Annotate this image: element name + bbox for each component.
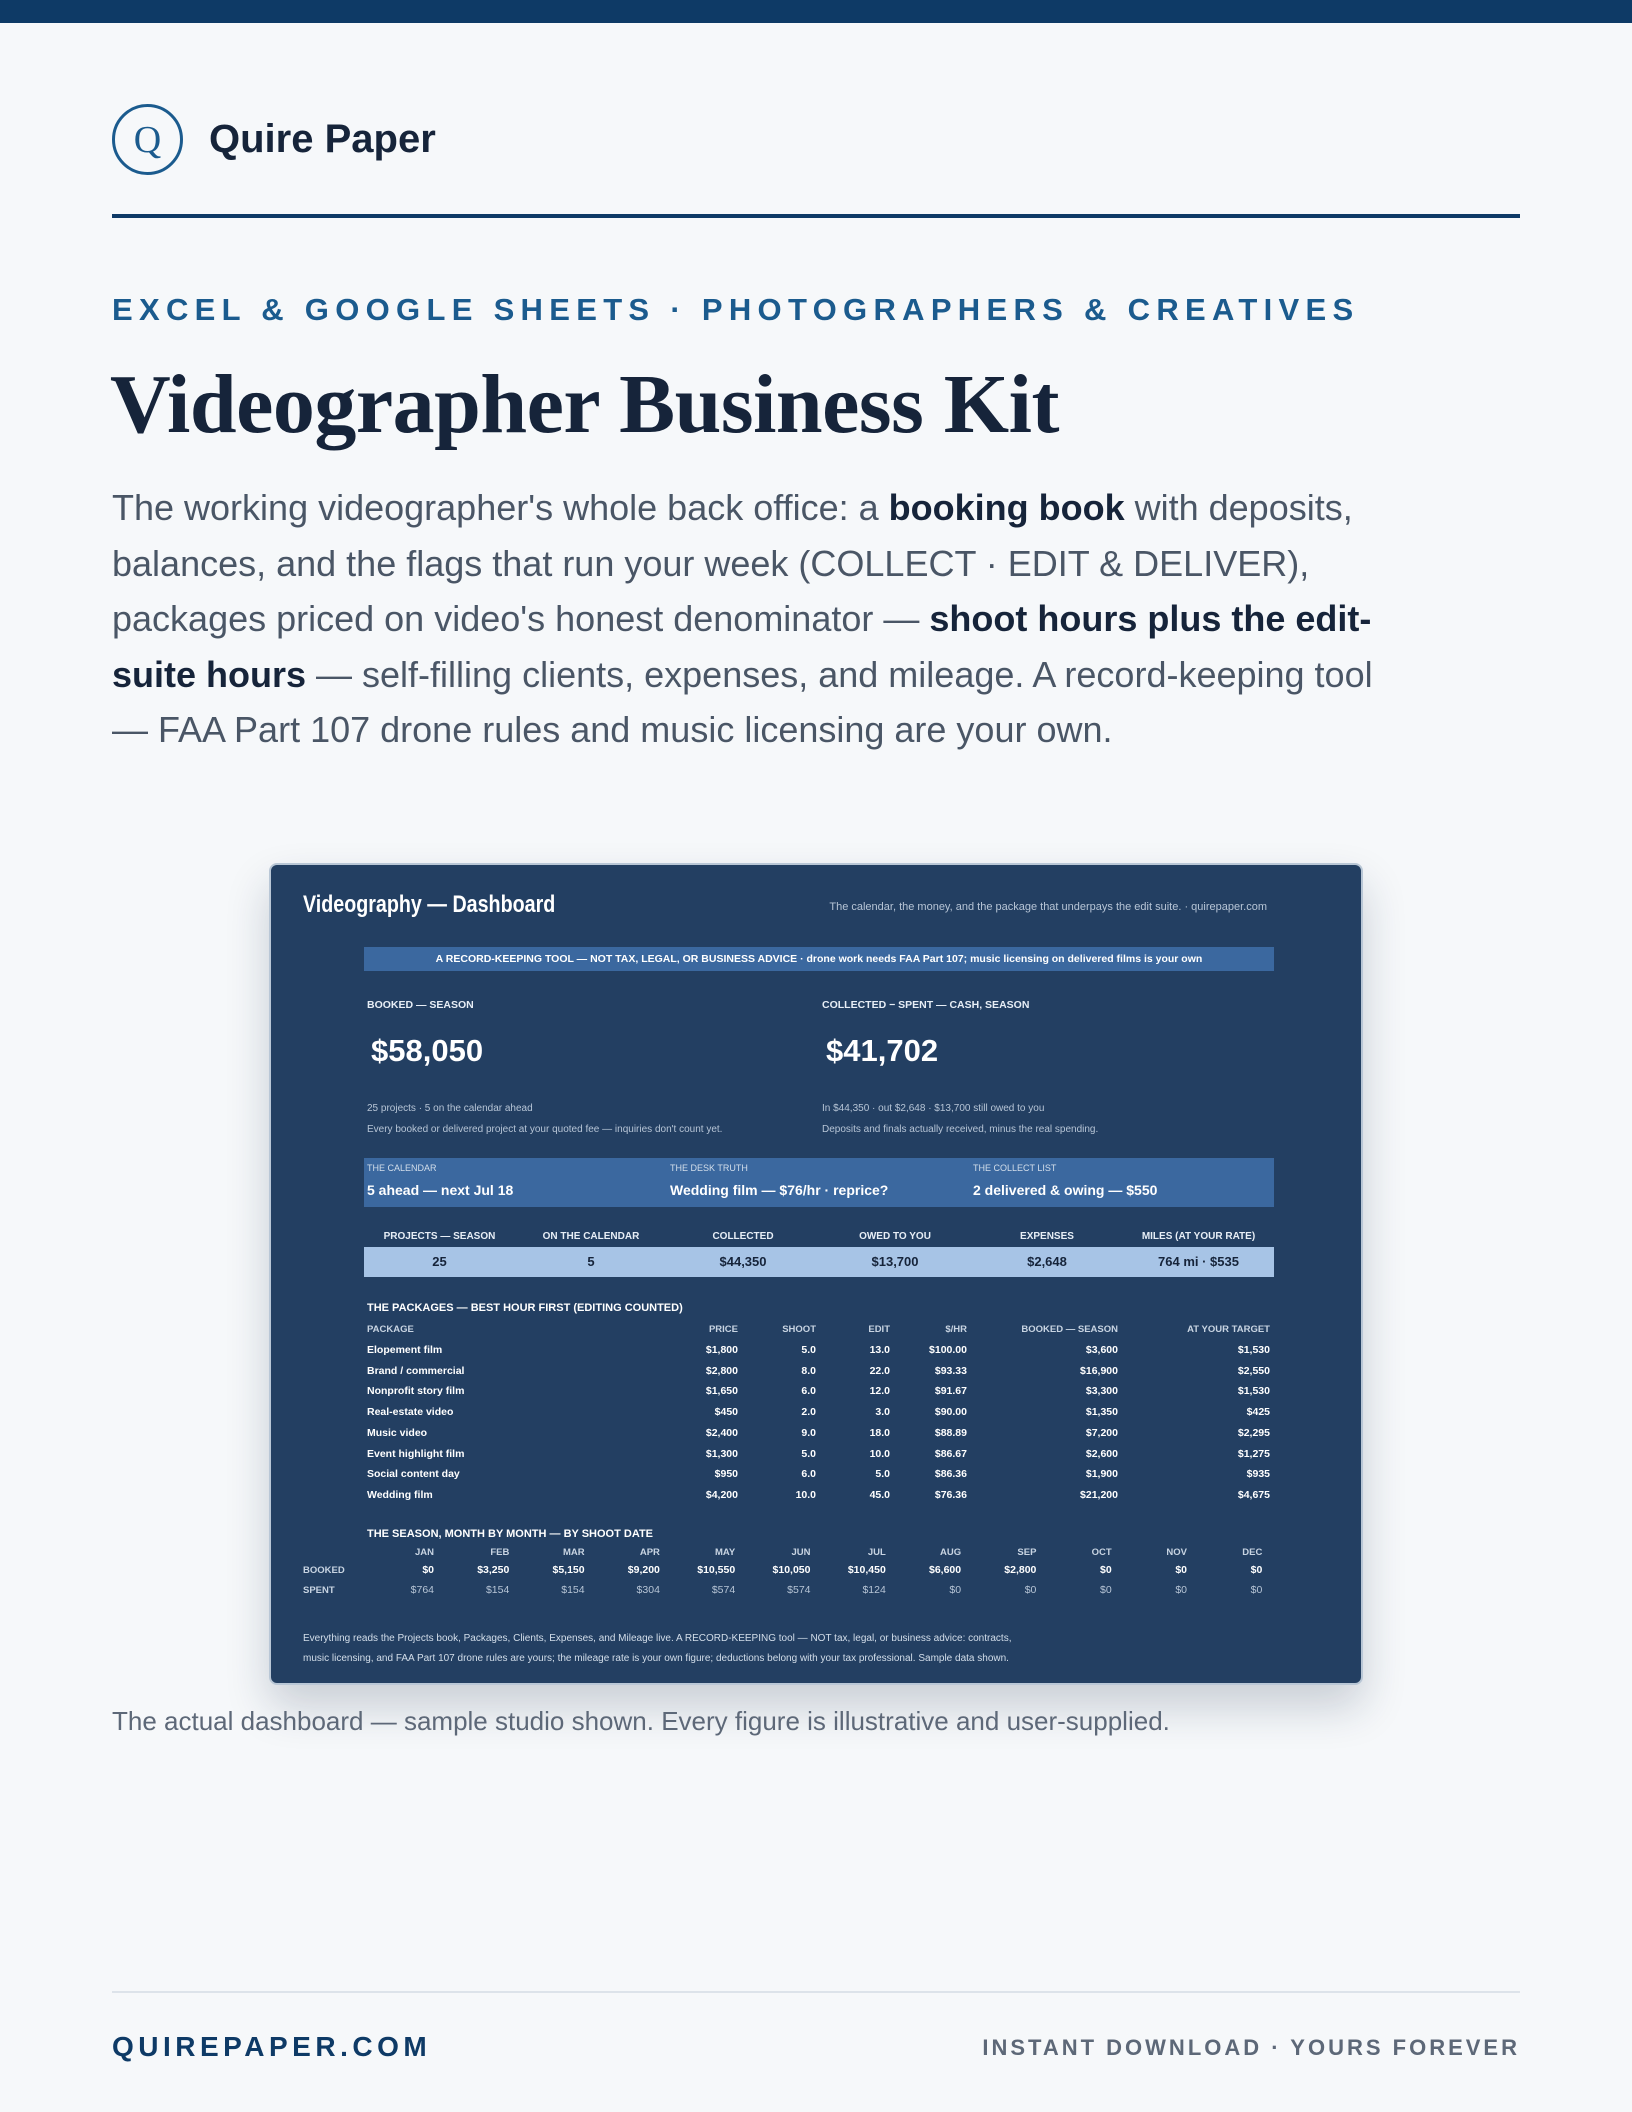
header-divider: [112, 214, 1520, 218]
package-cell: $88.89: [934, 1426, 967, 1439]
package-name: Real-estate video: [367, 1406, 454, 1419]
stat-collected-value: $44,350: [719, 1254, 767, 1269]
month-header: SEP: [1017, 1547, 1037, 1558]
booked-month-value: $2,800: [1004, 1564, 1037, 1576]
footnote-line-1: Everything reads the Projects book, Packages, Clients, Expenses, and Mileage live. A RECORD-KEEPING tool — NOT tax, legal, or business advice: contracts,: [303, 1633, 1012, 1644]
kpi-cash-sub1: In $44,350 · out $2,648 · $13,700 still owed to you: [822, 1103, 1045, 1114]
brand[interactable]: [112, 104, 436, 175]
package-name: Social content day: [367, 1468, 460, 1481]
package-cell: 9.0: [801, 1426, 816, 1439]
packages-header-cell: $/HR: [945, 1324, 967, 1335]
package-name: Music video: [367, 1426, 428, 1439]
packages-header-cell: EDIT: [868, 1324, 890, 1335]
kpi-cash-sub2: Deposits and finals actually received, minus the real spending.: [822, 1124, 1099, 1135]
booked-month-value: $10,050: [772, 1564, 811, 1576]
booked-month-value: $9,200: [627, 1564, 660, 1576]
booked-month-value: $5,150: [552, 1564, 585, 1576]
package-cell: $7,200: [1085, 1426, 1118, 1439]
dashboard-preview: [269, 863, 1363, 1685]
package-cell: $1,900: [1085, 1468, 1118, 1481]
month-header: JUL: [867, 1547, 886, 1558]
package-cell: 10.0: [869, 1447, 890, 1460]
spent-month-value: $124: [862, 1584, 886, 1596]
package-cell: 5.0: [801, 1447, 816, 1460]
package-cell: $1,350: [1085, 1406, 1118, 1419]
kpi-booked-label: BOOKED — SEASON: [367, 999, 474, 1011]
spent-row-label: SPENT: [303, 1585, 335, 1596]
month-header: FEB: [490, 1547, 510, 1558]
lead-bold-2: shoot hours plus the edit-suite hours: [112, 598, 1372, 695]
category-kicker: EXCEL & GOOGLE SHEETS · PHOTOGRAPHERS & CREATIVES: [112, 292, 1360, 327]
strip-calendar-label: THE CALENDAR: [367, 1163, 437, 1173]
package-cell: $1,530: [1237, 1385, 1270, 1398]
package-cell: $2,800: [705, 1364, 738, 1377]
spent-month-value: $154: [485, 1584, 510, 1596]
lead-text-1: The working videographer's whole back office: a: [112, 487, 889, 528]
package-cell: $2,600: [1085, 1447, 1118, 1460]
kpi-booked-sub1: 25 projects · 5 on the calendar ahead: [367, 1103, 533, 1114]
package-cell: $4,675: [1237, 1488, 1270, 1501]
spent-month-value: $574: [711, 1584, 736, 1596]
strip-collect-label: THE COLLECT LIST: [973, 1163, 1057, 1173]
package-name: Event highlight film: [367, 1447, 465, 1460]
package-cell: $1,530: [1237, 1344, 1270, 1356]
package-cell: $2,400: [705, 1426, 738, 1439]
top-accent-bar: [0, 0, 1632, 23]
month-header: NOV: [1166, 1547, 1187, 1558]
strip-desk-value: Wedding film — $76/hr · reprice?: [670, 1182, 889, 1198]
package-name: Nonprofit story film: [367, 1385, 465, 1398]
package-cell: 12.0: [869, 1385, 890, 1398]
spent-month-value: $154: [561, 1584, 585, 1596]
footer-site-link[interactable]: QUIREPAPER.COM: [112, 2031, 432, 2062]
booked-month-value: $0: [1250, 1564, 1263, 1576]
month-header: DEC: [1242, 1547, 1263, 1558]
booked-month-value: $10,450: [847, 1564, 886, 1576]
booked-month-value: $10,550: [697, 1564, 736, 1576]
booked-month-value: $0: [422, 1564, 434, 1576]
kpi-cash-label: COLLECTED − SPENT — CASH, SEASON: [822, 999, 1030, 1011]
package-cell: 10.0: [795, 1488, 816, 1501]
package-cell: $100.00: [929, 1344, 967, 1356]
month-header: OCT: [1091, 1547, 1112, 1558]
dashboard-tagline: The calendar, the money, and the package that underpays the edit suite. · quirepaper.com: [829, 901, 1267, 913]
stat-calendar-value: 5: [587, 1254, 595, 1269]
month-header: JAN: [414, 1547, 434, 1558]
month-header: MAY: [714, 1547, 736, 1558]
package-cell: $425: [1246, 1406, 1270, 1419]
insight-strip: [364, 1158, 1274, 1207]
disclaimer-banner: A RECORD-KEEPING TOOL — NOT TAX, LEGAL, OR BUSINESS ADVICE · drone work needs FAA Part 107; music licensing on delivered films is your own: [364, 947, 1274, 971]
spent-month-value: $0: [1175, 1584, 1187, 1596]
booked-row-label: BOOKED: [303, 1565, 345, 1576]
package-cell: $1,800: [705, 1344, 738, 1356]
booked-month-value: $6,600: [928, 1564, 962, 1576]
month-header: AUG: [939, 1547, 962, 1558]
booked-month-value: $0: [1100, 1564, 1112, 1576]
product-description: [112, 480, 1412, 758]
spent-month-value: $764: [410, 1584, 434, 1596]
spent-month-value: $0: [1024, 1584, 1037, 1596]
page-title: Videographer Business Kit: [110, 358, 1059, 451]
package-cell: $16,900: [1080, 1364, 1118, 1377]
dashboard-title: Videography — Dashboard: [303, 891, 556, 918]
package-cell: $93.33: [934, 1364, 967, 1377]
package-cell: $935: [1246, 1468, 1270, 1481]
package-cell: $1,650: [705, 1385, 738, 1398]
kpi-cash-value: $41,702: [826, 1033, 939, 1068]
footnote-line-2: music licensing, and FAA Part 107 drone rules are yours; the mileage rate is your own figure; deductions belong with your tax professional. Sample data shown.: [303, 1653, 1009, 1664]
stat-expenses-value: $2,648: [1027, 1254, 1067, 1269]
package-cell: $90.00: [934, 1406, 967, 1419]
dashboard-footnote: [303, 1629, 1203, 1669]
month-header: APR: [639, 1547, 660, 1558]
lead-text-2: with deposits, balances, and the flags that run your week (COLLECT · EDIT & DELIVER), packages priced on video's honest denominator —: [112, 487, 1353, 639]
packages-header-cell: PRICE: [708, 1324, 738, 1335]
spent-month-value: $0: [949, 1584, 962, 1596]
package-cell: $4,200: [705, 1488, 738, 1501]
package-cell: $450: [714, 1406, 738, 1419]
packages-header-cell: PACKAGE: [367, 1324, 414, 1335]
month-header: MAR: [562, 1547, 585, 1558]
package-cell: $3,300: [1085, 1385, 1118, 1398]
package-cell: 5.0: [801, 1344, 816, 1356]
season-title: THE SEASON, MONTH BY MONTH — BY SHOOT DATE: [367, 1528, 654, 1540]
kpi-booked-sub2: Every booked or delivered project at your quoted fee — inquiries don't count yet.: [367, 1124, 723, 1135]
packages-header-cell: BOOKED — SEASON: [1021, 1324, 1118, 1335]
kpi-booked-value: $58,050: [371, 1033, 484, 1068]
stat-collected-label: COLLECTED: [712, 1231, 774, 1242]
lead-text-3: — self-filling clients, expenses, and mileage. A record-keeping tool — FAA Part 107 drone rules and music licensing are your own.: [112, 653, 1373, 750]
package-name: Wedding film: [367, 1488, 433, 1501]
strip-calendar-value: 5 ahead — next Jul 18: [367, 1182, 514, 1198]
lead-bold-1: booking book: [888, 487, 1125, 528]
package-cell: $950: [714, 1468, 738, 1481]
stat-expenses-label: EXPENSES: [1020, 1231, 1074, 1242]
spent-month-value: $574: [787, 1584, 811, 1596]
package-cell: $91.67: [934, 1385, 967, 1398]
package-cell: $86.67: [934, 1447, 967, 1460]
strip-collect-value: 2 delivered & owing — $550: [973, 1182, 1158, 1198]
packages-header-cell: SHOOT: [782, 1324, 816, 1335]
package-cell: 45.0: [869, 1488, 890, 1501]
package-cell: $21,200: [1080, 1488, 1118, 1501]
package-name: Elopement film: [367, 1344, 443, 1356]
booked-month-value: $3,250: [477, 1564, 510, 1576]
package-cell: 22.0: [869, 1364, 890, 1377]
stat-owed-value: $13,700: [871, 1254, 919, 1269]
package-cell: 5.0: [875, 1468, 890, 1481]
package-cell: 13.0: [869, 1344, 890, 1356]
booked-month-value: $0: [1175, 1564, 1187, 1576]
month-header: JUN: [791, 1547, 811, 1558]
package-cell: $2,295: [1237, 1426, 1270, 1439]
stat-owed-label: OWED TO YOU: [859, 1231, 931, 1242]
package-cell: $3,600: [1085, 1344, 1118, 1356]
package-cell: 2.0: [801, 1406, 816, 1419]
stat-projects-value: 25: [432, 1254, 447, 1269]
package-cell: 8.0: [801, 1364, 816, 1377]
package-cell: $1,275: [1237, 1447, 1270, 1460]
package-cell: 3.0: [875, 1406, 890, 1419]
stat-miles-value: 764 mi · $535: [1158, 1254, 1239, 1269]
package-cell: 6.0: [801, 1385, 816, 1398]
stat-calendar-label: ON THE CALENDAR: [542, 1231, 640, 1242]
footer-divider: [112, 1991, 1520, 1993]
spent-month-value: $0: [1100, 1584, 1112, 1596]
image-caption: The actual dashboard — sample studio shown. Every figure is illustrative and user-supplied.: [112, 1706, 1170, 1736]
brand-logo-icon: Q: [112, 104, 183, 175]
package-cell: $76.36: [934, 1488, 967, 1501]
spent-month-value: $304: [636, 1584, 660, 1596]
spent-month-value: $0: [1250, 1584, 1263, 1596]
package-cell: 18.0: [869, 1426, 890, 1439]
package-cell: $1,300: [705, 1447, 738, 1460]
package-cell: $86.36: [934, 1468, 967, 1481]
package-cell: 6.0: [801, 1468, 816, 1481]
footer-tagline: INSTANT DOWNLOAD · YOURS FOREVER: [982, 2035, 1520, 2060]
package-cell: $2,550: [1237, 1364, 1270, 1377]
package-name: Brand / commercial: [367, 1364, 465, 1377]
stat-miles-label: MILES (AT YOUR RATE): [1141, 1231, 1256, 1242]
strip-desk-label: THE DESK TRUTH: [670, 1163, 748, 1173]
stat-projects-label: PROJECTS — SEASON: [383, 1231, 496, 1242]
packages-header-cell: AT YOUR TARGET: [1187, 1324, 1270, 1335]
packages-title: THE PACKAGES — BEST HOUR FIRST (EDITING COUNTED): [367, 1302, 683, 1314]
brand-name: Quire Paper: [209, 117, 436, 161]
